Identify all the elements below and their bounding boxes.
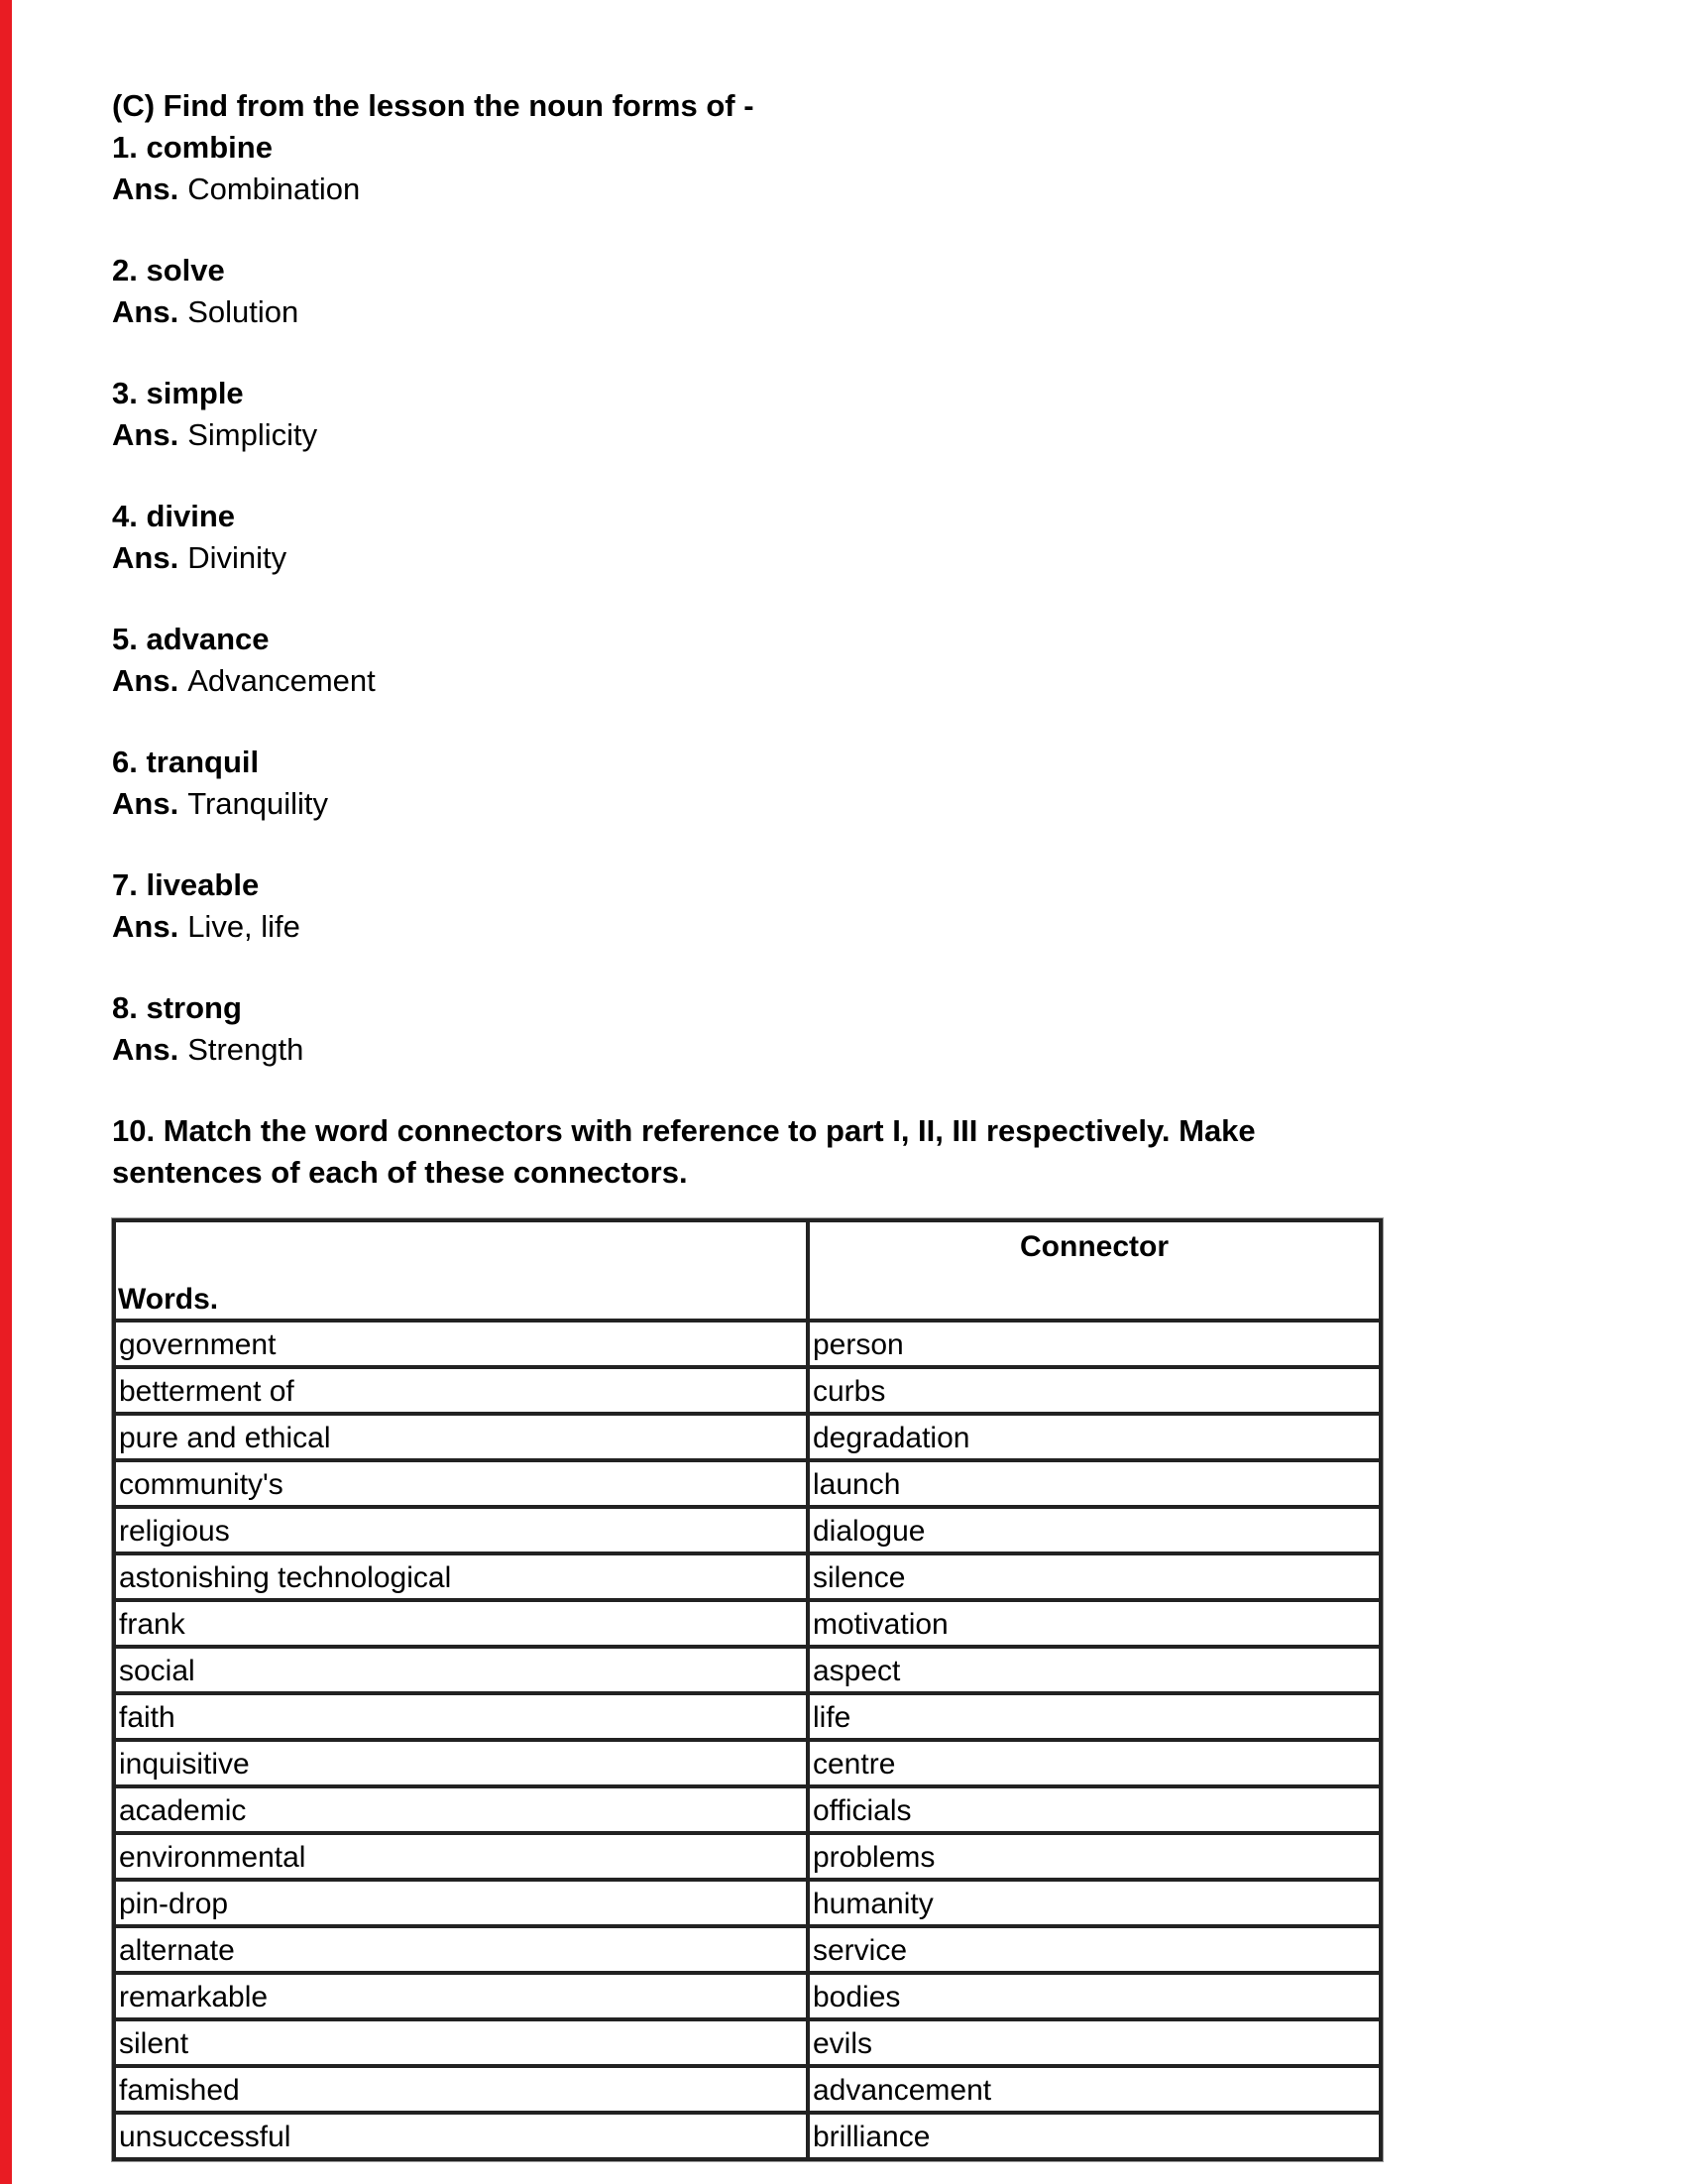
noun-item-answer-line	[112, 783, 1559, 825]
words-column-header: Words.	[114, 1220, 808, 1321]
table-row	[114, 2019, 1381, 2066]
noun-item-prompt: 5. advance	[112, 622, 270, 656]
answer-label: Ans.	[112, 294, 179, 329]
noun-item-answer-line	[112, 906, 1559, 948]
word-cell: academic	[114, 1786, 808, 1833]
noun-forms-list	[112, 127, 1559, 1071]
connector-cell: life	[808, 1693, 1381, 1740]
word-cell: famished	[114, 2066, 808, 2113]
table-row	[114, 1600, 1381, 1647]
noun-item-prompt: 4. divine	[112, 499, 236, 533]
connector-cell: curbs	[808, 1367, 1381, 1414]
word-cell: inquisitive	[114, 1740, 808, 1786]
word-cell: pin-drop	[114, 1880, 808, 1926]
noun-item-answer-line	[112, 169, 1559, 210]
answer-label: Ans.	[112, 1032, 179, 1067]
noun-item-prompt: 1. combine	[112, 130, 273, 165]
connector-cell: dialogue	[808, 1507, 1381, 1553]
connector-cell: launch	[808, 1460, 1381, 1507]
table-row	[114, 1880, 1381, 1926]
question-10-heading-line1: 10. Match the word connectors with reference to part I, II, III respectively. Make	[112, 1113, 1256, 1148]
answer-text: Strength	[187, 1032, 304, 1067]
table-row	[114, 1926, 1381, 1973]
table-row	[114, 1973, 1381, 2019]
word-cell: religious	[114, 1507, 808, 1553]
table-body	[114, 1321, 1381, 2159]
answer-text: Tranquility	[187, 786, 329, 821]
answer-text: Divinity	[187, 540, 287, 575]
connector-cell: problems	[808, 1833, 1381, 1880]
word-cell: social	[114, 1647, 808, 1693]
noun-form-item	[112, 619, 1559, 702]
left-accent-bar	[0, 0, 12, 2184]
word-cell: betterment of	[114, 1367, 808, 1414]
connector-cell: humanity	[808, 1880, 1381, 1926]
noun-item-prompt: 6. tranquil	[112, 745, 260, 779]
section-c-heading: (C) Find from the lesson the noun forms of -	[112, 88, 754, 123]
connector-column-header: Connector	[808, 1220, 1381, 1321]
table-row	[114, 1414, 1381, 1460]
connector-cell: officials	[808, 1786, 1381, 1833]
connector-cell: motivation	[808, 1600, 1381, 1647]
answer-text: Advancement	[187, 663, 376, 698]
answer-label: Ans.	[112, 540, 179, 575]
table-row	[114, 1647, 1381, 1693]
word-cell: alternate	[114, 1926, 808, 1973]
answer-label: Ans.	[112, 786, 179, 821]
table-row	[114, 1833, 1381, 1880]
noun-form-item	[112, 250, 1559, 333]
answer-text: Solution	[187, 294, 299, 329]
noun-form-item	[112, 496, 1559, 579]
noun-item-answer-line	[112, 660, 1559, 702]
word-cell: astonishing technological	[114, 1553, 808, 1600]
question-10-heading	[112, 1110, 1559, 1194]
word-cell: faith	[114, 1693, 808, 1740]
table-row	[114, 1460, 1381, 1507]
connector-cell: service	[808, 1926, 1381, 1973]
noun-form-item	[112, 373, 1559, 456]
noun-item-answer-line	[112, 291, 1559, 333]
table-row	[114, 1740, 1381, 1786]
answer-label: Ans.	[112, 417, 179, 452]
connector-cell: bodies	[808, 1973, 1381, 2019]
connector-cell: degradation	[808, 1414, 1381, 1460]
table-row	[114, 1321, 1381, 1367]
noun-item-prompt: 8. strong	[112, 990, 242, 1025]
noun-item-prompt: 3. simple	[112, 376, 244, 410]
word-cell: community's	[114, 1460, 808, 1507]
noun-item-answer-line	[112, 537, 1559, 579]
connector-cell: brilliance	[808, 2113, 1381, 2159]
word-cell: pure and ethical	[114, 1414, 808, 1460]
table-row	[114, 1786, 1381, 1833]
answer-text: Live, life	[187, 909, 300, 944]
noun-form-item	[112, 742, 1559, 825]
connector-cell: evils	[808, 2019, 1381, 2066]
connector-cell: advancement	[808, 2066, 1381, 2113]
document-page	[112, 85, 1559, 2161]
word-cell: environmental	[114, 1833, 808, 1880]
table-row	[114, 1553, 1381, 1600]
word-cell: silent	[114, 2019, 808, 2066]
table-row	[114, 1367, 1381, 1414]
connector-cell: silence	[808, 1553, 1381, 1600]
answer-label: Ans.	[112, 172, 179, 206]
connector-cell: person	[808, 1321, 1381, 1367]
table-row	[114, 1507, 1381, 1553]
noun-form-item	[112, 864, 1559, 948]
noun-item-prompt: 2. solve	[112, 253, 225, 287]
word-cell: government	[114, 1321, 808, 1367]
table-row	[114, 2066, 1381, 2113]
connector-cell: centre	[808, 1740, 1381, 1786]
noun-item-answer-line	[112, 1029, 1559, 1071]
table-row	[114, 1693, 1381, 1740]
answer-label: Ans.	[112, 909, 179, 944]
noun-form-item	[112, 127, 1559, 210]
word-cell: unsuccessful	[114, 2113, 808, 2159]
table-row	[114, 2113, 1381, 2159]
word-cell: frank	[114, 1600, 808, 1647]
table-header-row	[114, 1220, 1381, 1321]
question-10-heading-line2: sentences of each of these connectors.	[112, 1155, 688, 1190]
noun-item-prompt: 7. liveable	[112, 867, 260, 902]
answer-label: Ans.	[112, 663, 179, 698]
word-connector-table	[112, 1218, 1383, 2161]
connector-cell: aspect	[808, 1647, 1381, 1693]
noun-item-answer-line	[112, 414, 1559, 456]
word-cell: remarkable	[114, 1973, 808, 2019]
answer-text: Simplicity	[187, 417, 318, 452]
answer-text: Combination	[187, 172, 361, 206]
noun-form-item	[112, 987, 1559, 1071]
